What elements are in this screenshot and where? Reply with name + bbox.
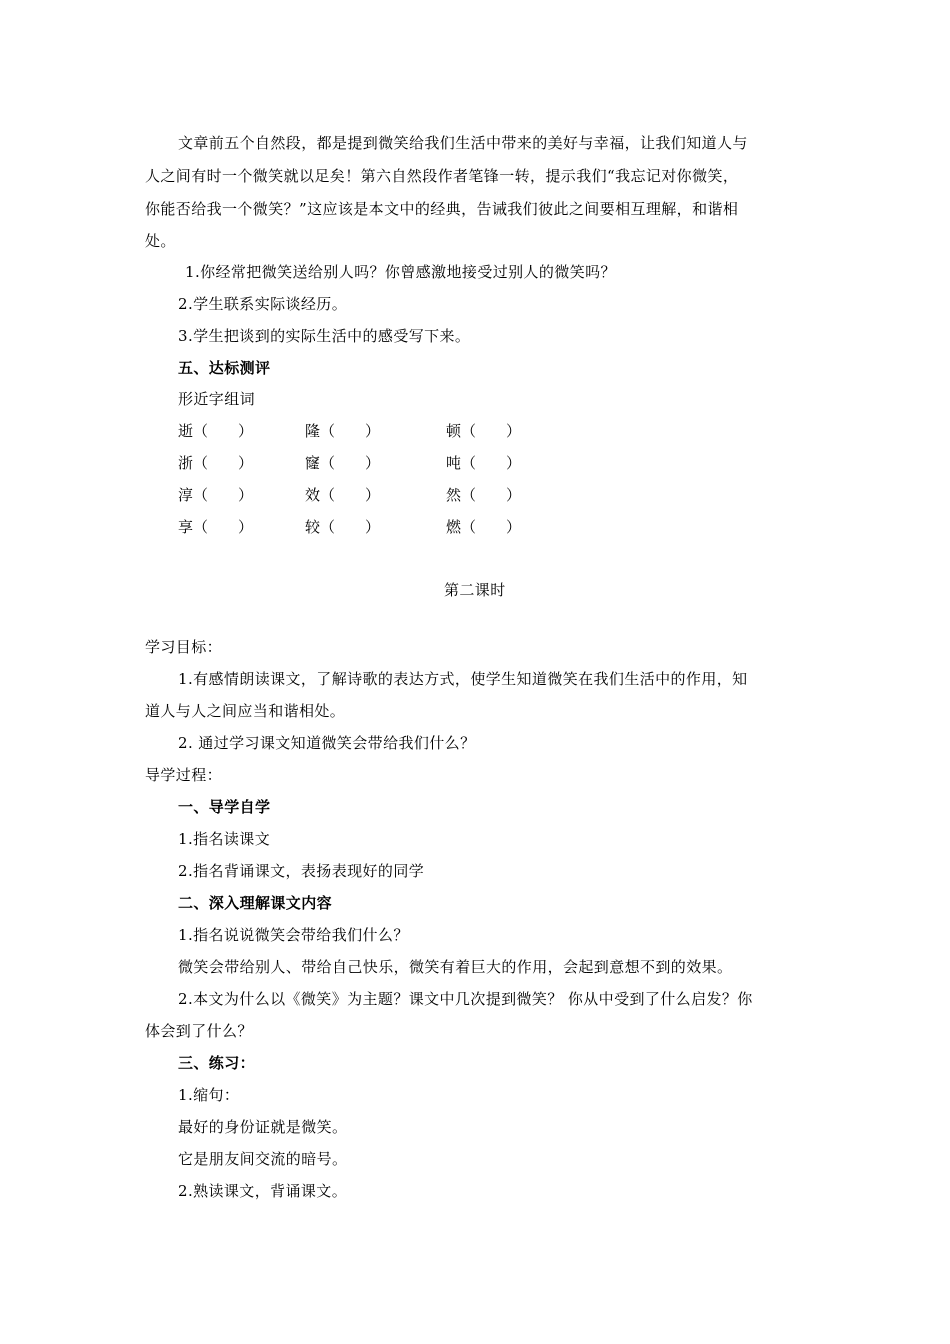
list-item: 1.指名说说微笑会带给我们什么？: [178, 926, 409, 944]
list-item: 1.你经常把微笑送给别人吗？你曾感激地接受过别人的微笑吗？: [185, 263, 616, 281]
table-cell: 效（ ）: [305, 486, 381, 504]
table-cell: 燃（ ）: [446, 518, 522, 536]
goal-1-line-2: 道人与人之间应当和谐相处。: [145, 702, 346, 720]
table-cell: 较（ ）: [305, 518, 381, 536]
list-item: 1.指名读课文: [178, 830, 271, 848]
goal-2: 2. 通过学习课文知道微笑会带给我们什么？: [178, 734, 476, 752]
section-subheading: 形近字组词: [178, 390, 256, 408]
table-cell: 隆（ ）: [305, 422, 381, 440]
table-cell: 淳（ ）: [178, 486, 254, 504]
table-cell: 享（ ）: [178, 518, 254, 536]
table-cell: 浙（ ）: [178, 454, 254, 472]
table-cell: 然（ ）: [446, 486, 522, 504]
intro-line-4: 处。: [145, 232, 176, 250]
intro-line-3: 你能否给我一个微笑？”这应该是本文中的经典，告诫我们彼此之间要相互理解，和谐相: [145, 200, 739, 218]
goals-label: 学习目标：: [145, 638, 223, 656]
section-heading: 一、导学自学: [178, 798, 271, 816]
intro-line-2: 人之间有时一个微笑就以足矣！第六自然段作者笔锋一转，提示我们“我忘记对你微笑，: [145, 167, 739, 185]
table-cell: 窿（ ）: [305, 454, 381, 472]
section-heading: 二、深入理解课文内容: [178, 894, 333, 912]
list-item: 2.学生联系实际谈经历。: [178, 295, 348, 313]
list-item: 3.学生把谈到的实际生活中的感受写下来。: [178, 327, 471, 345]
list-item: 2.本文为什么以《微笑》为主题？课文中几次提到微笑？ 你从中受到了什么启发？你: [178, 990, 753, 1008]
list-item: 2.指名背诵课文，表扬表现好的同学: [178, 862, 425, 880]
table-cell: 顿（ ）: [446, 422, 522, 440]
list-item: 2.熟读课文，背诵课文。: [178, 1182, 348, 1200]
intro-line-1: 文章前五个自然段，都是提到微笑给我们生活中带来的美好与幸福，让我们知道人与: [178, 134, 748, 152]
sentence-text: 最好的身份证就是微笑。: [178, 1118, 348, 1136]
section-heading: 五、达标测评: [178, 359, 271, 377]
answer-text: 微笑会带给别人、带给自己快乐，微笑有着巨大的作用，会起到意想不到的效果。: [178, 958, 733, 976]
process-label: 导学过程：: [145, 766, 223, 784]
goal-1-line-1: 1.有感情朗读课文，了解诗歌的表达方式，使学生知道微笑在我们生活中的作用，知: [178, 670, 748, 688]
table-cell: 逝（ ）: [178, 422, 254, 440]
list-item: 1.缩句：: [178, 1086, 240, 1104]
table-cell: 吨（ ）: [446, 454, 522, 472]
lesson-title: 第二课时: [444, 581, 506, 599]
list-item-continued: 体会到了什么？: [145, 1022, 253, 1040]
sentence-text: 它是朋友间交流的暗号。: [178, 1150, 348, 1168]
section-heading: 三、练习：: [178, 1054, 256, 1072]
